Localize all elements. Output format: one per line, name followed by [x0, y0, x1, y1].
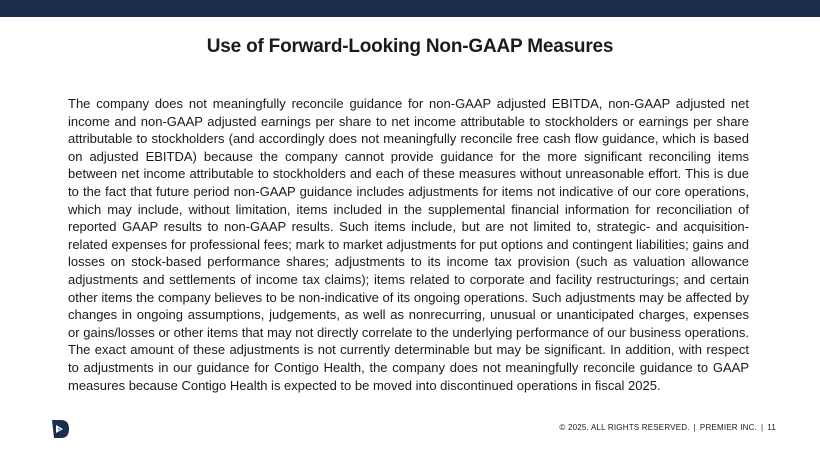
footer-separator: |: [693, 423, 696, 432]
top-banner: [0, 0, 820, 17]
slide-body-text: The company does not meaningfully reconcile guidance for non-GAAP adjusted EBITDA, non-GAAP adjusted net income and non-GAAP adjusted earnings per share to net income attributable to stockholders or earnings per share attributable to stockholders (and accordingly does not meaningfully reconcile free cash flow guidance, which is based on adjusted EBITDA) because the company cannot provide guidance for the more significant reconciling items between net income attributable to stockholders and each of these measures without unreasonable effort. This is due to the fact that future period non-GAAP guidance includes adjustments for items not indicative of our core operations, which may include, without limitation, items included in the supplemental financial information for reconciliation of reported GAAP results to non-GAAP results. Such items include, but are not limited to, strategic- and acquisition-related expenses for professional fees; mark to market adjustments for put options and contingent liabilities; gains and losses on stock-based performance shares; adjustments to its income tax provision (such as valuation allowance adjustments and settlements of income tax claims); items related to corporate and facility restructurings; and certain other items the company believes to be non-indicative of its ongoing operations. Such adjustments may be affected by changes in ongoing assumptions, judgements, as well as nonrecurring, unusual or unanticipated charges, expenses or gains/losses or other items that may not directly correlate to the underlying performance of our business operations. The exact amount of these adjustments is not currently determinable but may be significant. In addition, with respect to adjustments in our guidance for Contigo Health, the company does not meaningfully reconcile guidance to GAAP measures because Contigo Health is expected to be moved into discontinued operations in fiscal 2025.: [68, 96, 749, 393]
footer-separator: |: [761, 423, 764, 432]
footer-company: PREMIER INC.: [699, 423, 757, 432]
footer: [559, 423, 776, 432]
slide-title: Use of Forward-Looking Non-GAAP Measures: [206, 36, 614, 57]
page-number: 11: [767, 423, 776, 432]
premier-logo-icon: [49, 418, 71, 440]
footer-copyright: © 2025. ALL RIGHTS RESERVED.: [559, 423, 690, 432]
